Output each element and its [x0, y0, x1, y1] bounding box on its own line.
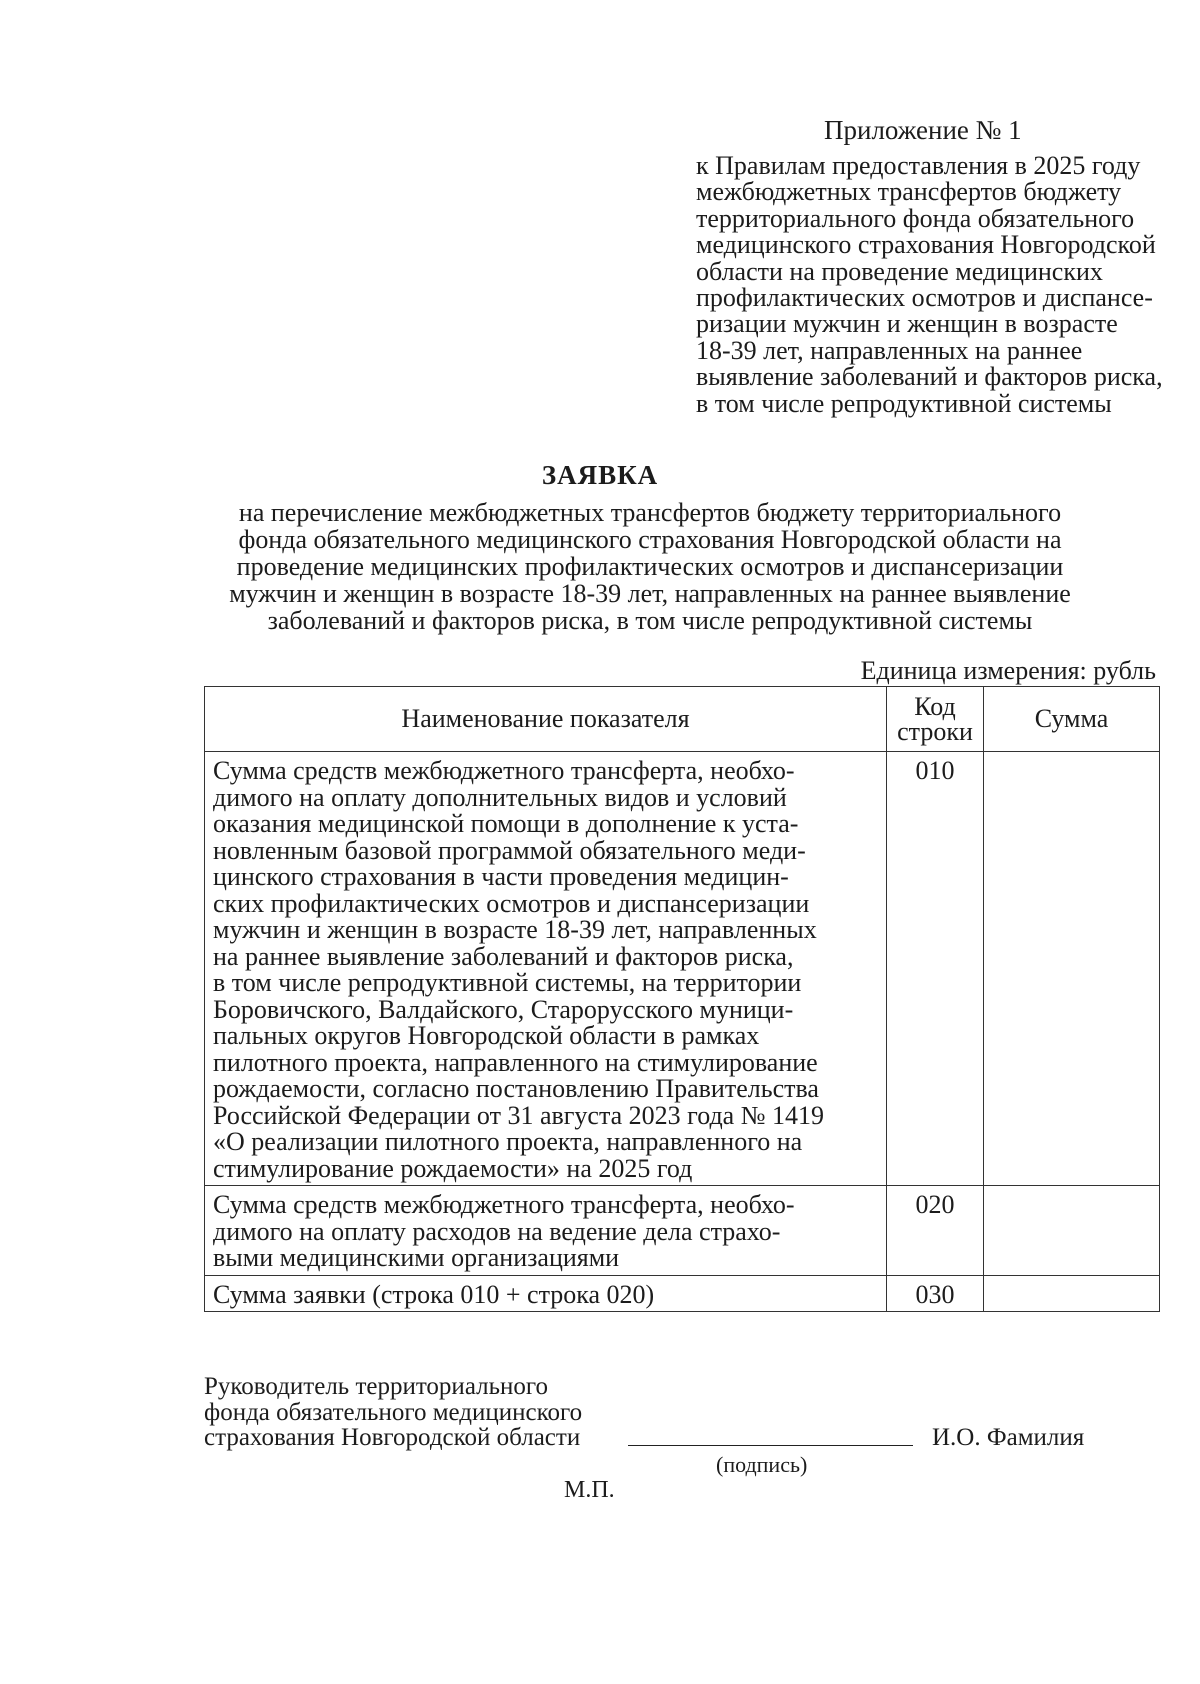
subtitle-line: мужчин и женщин в возрасте 18-39 лет, направленных на раннее выявление	[229, 579, 1071, 608]
table-row	[205, 1186, 1160, 1276]
header-row-code	[887, 687, 984, 752]
row-text-line: Сумма заявки (строка 010 + строка 020)	[213, 1279, 655, 1309]
row-code: 010	[887, 752, 984, 1186]
subtitle-line: проведение медицинских профилактических осмотров и диспансеризации	[236, 552, 1064, 581]
row-text-line: димого на оплату расходов на ведение дела страхо-	[213, 1216, 781, 1246]
row-text-line: Российской Федерации от 31 августа 2023 года № 1419	[213, 1100, 825, 1130]
seal-mark: М.П.	[564, 1477, 615, 1503]
signature-caption: (подпись)	[716, 1452, 808, 1477]
row-text-line: цинского страхования в части проведения медицин-	[213, 862, 789, 891]
row-sum	[984, 1186, 1160, 1276]
appendix-line: 18-39 лет, направленных на раннее	[696, 335, 1083, 365]
document-subtitle	[150, 499, 1150, 634]
appendix-title: Приложение № 1	[824, 115, 1022, 145]
row-text-line: димого на оплату дополнительных видов и условий	[213, 782, 787, 812]
row-text-line: на раннее выявление заболеваний и факторов риска,	[213, 941, 794, 971]
unit-of-measure: Единица измерения: рубль	[860, 656, 1156, 685]
subtitle-line: на перечисление межбюджетных трансфертов бюджету территориального	[238, 498, 1062, 527]
table-row	[205, 1275, 1160, 1312]
signatory-line: страхования Новгородской области	[204, 1424, 581, 1451]
appendix-line: выявление заболеваний и факторов риска,	[696, 362, 1163, 392]
signatory-name: И.О. Фамилия	[932, 1424, 1085, 1451]
row-text-line: пальных округов Новгородской области в рамках	[213, 1021, 760, 1050]
appendix-line: к Правилам предоставления в 2025 году	[696, 151, 1141, 180]
subtitle-line: фонда обязательного медицинского страхования Новгородской области на	[238, 525, 1062, 554]
row-indicator-name	[205, 1186, 887, 1276]
request-table	[204, 686, 1160, 1312]
appendix-line: в том числе репродуктивной системы	[696, 388, 1112, 418]
appendix-line: межбюджетных трансфертов бюджету	[696, 177, 1122, 207]
row-text-line: стимулирование рождаемости» на 2025 год	[213, 1153, 693, 1183]
row-text-line: Сумма средств межбюджетного трансферта, необхо-	[213, 1190, 795, 1219]
header-code-line: Код	[914, 692, 956, 721]
row-text-line: Сумма средств межбюджетного трансферта, необхо-	[213, 756, 795, 785]
subtitle-line: заболеваний и факторов риска, в том числе репродуктивной системы	[267, 606, 1033, 635]
appendix-text	[696, 153, 1176, 417]
table-row	[205, 752, 1160, 1186]
row-code: 020	[887, 1186, 984, 1276]
row-text-line: пилотного проекта, направленного на стимулирование	[213, 1047, 818, 1077]
row-text-line: новленным базовой программой обязательного меди-	[213, 835, 806, 865]
row-text-line: Боровичского, Валдайского, Старорусского муници-	[213, 994, 794, 1024]
appendix-line: территориального фонда обязательного	[696, 203, 1135, 233]
appendix-line: профилактических осмотров и диспансе-	[696, 283, 1153, 313]
table-header-row	[205, 687, 1160, 752]
row-text-line: рождаемости, согласно постановлению Правительства	[213, 1074, 819, 1103]
signature-line	[628, 1445, 913, 1446]
row-text-line: мужчин и женщин в возрасте 18-39 лет, направленных	[213, 915, 817, 944]
row-text-line: «О реализации пилотного проекта, направленного на	[213, 1127, 803, 1156]
row-text-line: выми медицинскими организациями	[213, 1243, 620, 1272]
header-sum: Сумма	[984, 687, 1160, 752]
row-sum	[984, 1275, 1160, 1312]
header-indicator-name: Наименование показателя	[205, 687, 887, 752]
appendix-line: ризации мужчин и женщин в возрасте	[696, 309, 1118, 339]
document-title: ЗАЯВКА	[541, 460, 659, 490]
appendix-line: медицинского страхования Новгородской	[696, 230, 1156, 260]
row-indicator-name	[205, 1275, 887, 1312]
signatory-line: фонда обязательного медицинского	[204, 1398, 583, 1426]
row-indicator-name	[205, 752, 887, 1186]
row-code: 030	[887, 1275, 984, 1312]
row-text-line: оказания медицинской помощи в дополнение к уста-	[213, 809, 799, 838]
row-text-line: ских профилактических осмотров и диспансеризации	[213, 888, 810, 918]
header-code-line: строки	[897, 717, 973, 746]
row-sum	[984, 752, 1160, 1186]
signatory-position	[204, 1374, 582, 1451]
row-text-line: в том числе репродуктивной системы, на территории	[213, 968, 802, 997]
signatory-line: Руководитель территориального	[204, 1373, 549, 1400]
appendix-line: области на проведение медицинских	[696, 256, 1103, 286]
